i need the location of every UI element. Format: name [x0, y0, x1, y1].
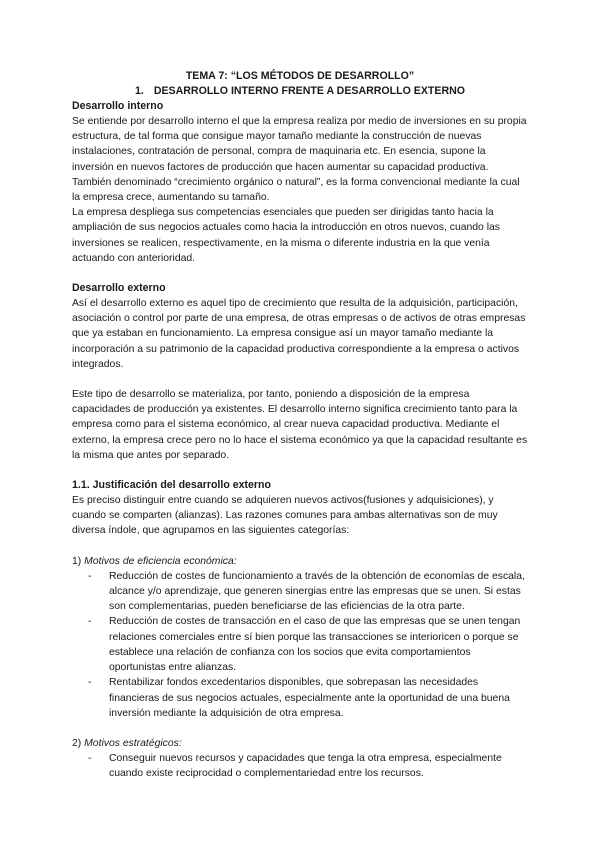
- list-item-text: Rentabilizar fondos excedentarios disponibles, que sobrepasan las necesidades financieras de sus negocios actuales, especialmente ante la oportunidad de una buena inversión mediante la adquisición de otra empresa.: [109, 677, 510, 719]
- heading-desarrollo-externo: Desarrollo externo: [72, 282, 166, 295]
- dash-bullet: -: [88, 570, 92, 582]
- list-item: [88, 675, 528, 721]
- motive-label: Motivos de eficiencia económica:: [84, 555, 237, 567]
- document-title: TEMA 7: “LOS MÉTODOS DE DESARROLLO”: [185, 70, 415, 82]
- spacer: [72, 372, 528, 387]
- spacer: [72, 539, 528, 554]
- paragraph-externo-1: Así el desarrollo externo es aquel tipo de crecimiento que resulta de la adquisición, participación, asociación o control por parte de una empresa, de otras empresas o de activos de otras empresas que ya estaban en funcionamiento. La empresa consigue así un mayor tamaño mediante la incorporación a su patrimonio de la capacidad productiva correspondiente a la empresa o activos integrados.: [72, 298, 526, 370]
- list-item-text: Reducción de costes de funcionamiento a través de la obtención de economías de escala, alcance y/o aprendizaje, que generen sinergias entre las empresas que se unen. Si estas son complementarias, pueden beneficiarse de las eficiencias de la otra parte.: [109, 570, 525, 613]
- heading-desarrollo-interno: Desarrollo interno: [72, 100, 164, 112]
- list-item-text: Conseguir nuevos recursos y capacidades que tenga la otra empresa, especialmente cuando existe reciprocidad o complementariedad entre los recursos.: [109, 753, 502, 780]
- dash-bullet: -: [88, 753, 92, 765]
- spacer: [72, 266, 528, 281]
- spacer: [72, 463, 528, 478]
- paragraph-interno-1: Se entiende por desarrollo interno el que la empresa realiza por medio de inversiones en su propia estructura, de tal forma que consigue mayor tamaño mediante la construcción de nuevas instalaciones, contratación de personal, compra de maquinaria etc. En esencia, supone la inversión en nuevos factores de producción que hacen aumentar su capacidad productiva. También denominado “crecimiento orgánico o natural”, es la forma convencional mediante la cual la empresa crece, aumentando su tamaño.: [72, 116, 527, 204]
- motive-label: Motivos estratégicos:: [84, 737, 182, 749]
- heading-justificacion: 1.1. Justificación del desarrollo externo: [72, 479, 271, 492]
- list-item: [88, 569, 528, 615]
- motive-number: 2): [72, 737, 82, 749]
- spacer: [72, 721, 528, 736]
- paragraph-externo-2: Este tipo de desarrollo se materializa, por tanto, poniendo a disposición de la empresa capacidades de producción ya existentes. El desarrollo interno significa crecimiento tanto para la empresa como para el sistema económico, al crear nueva capacidad productiva. Mediante el externo, la empresa crece pero no lo hace el sistema económico ya que la capacidad resultante es la misma que antes por separado.: [72, 389, 528, 461]
- section-title-text: DESARROLLO INTERNO FRENTE A DESARROLLO EXTERNO: [153, 85, 465, 97]
- dash-bullet: -: [88, 616, 92, 628]
- paragraph-justificacion: Es preciso distinguir entre cuando se adquieren nuevos activos(fusiones y adquisiciones), y cuando se comparten (alianzas). Las razones comunes para ambas alternativas son de muy diversa índole, que agrupamos en las siguientes categorías:: [72, 495, 498, 537]
- dash-bullet: -: [88, 677, 92, 689]
- paragraph-interno-2: La empresa despliega sus competencias esenciales que pueden ser dirigidas tanto hacia la ampliación de sus negocios actuales como hacia la introducción en otros nuevos, cuando las inversiones se realicen, respectivamente, en la misma o diferente industria en la que venía actuando con anterioridad.: [72, 207, 501, 264]
- motive-list-eficiencia: [72, 569, 528, 721]
- list-item: [88, 614, 528, 675]
- motive-list-estrategicos: [72, 751, 528, 781]
- list-item-text: Reducción de costes de transacción en el caso de que las empresas que se unen tengan relaciones comerciales entre sí bien porque las transacciones se interioricen o porque se establece una relación de confianza con los socios que evita comportamientos oportunistas entre alianzas.: [109, 616, 521, 674]
- section-title: [72, 84, 528, 99]
- list-item: [88, 751, 528, 781]
- motive-heading-eficiencia: [72, 554, 528, 569]
- motive-heading-estrategicos: [72, 736, 528, 751]
- motive-number: 1): [72, 555, 82, 567]
- section-number: 1.: [135, 85, 144, 97]
